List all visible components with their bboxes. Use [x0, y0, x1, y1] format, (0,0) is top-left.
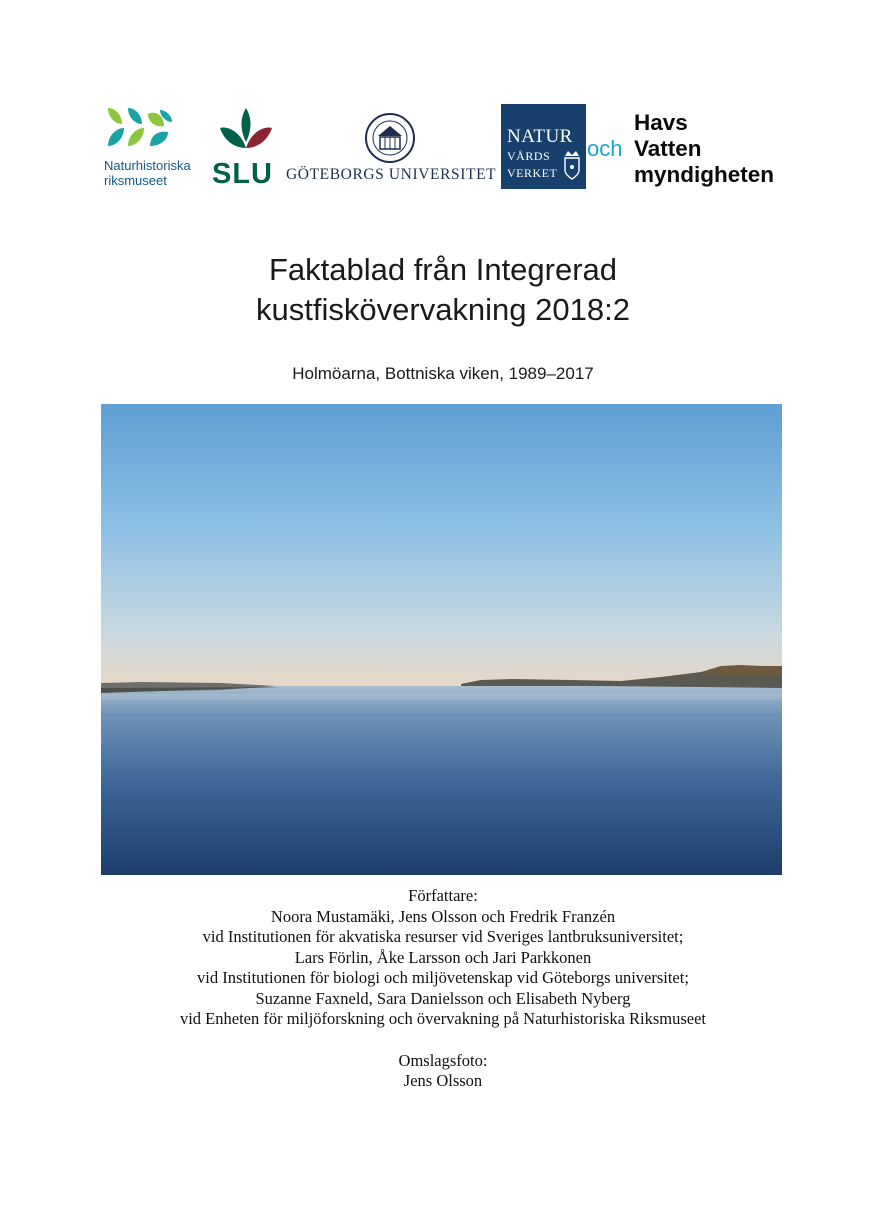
havs-och-vattenmyndigheten-logo: [587, 110, 787, 190]
cover-photo: [101, 404, 782, 875]
crown-shield-icon: [563, 150, 581, 180]
slu-leaf-icon: [218, 108, 274, 156]
nrm-leaf-icon: [106, 106, 176, 148]
naturvardsverket-logo: [501, 104, 586, 189]
slu-wordmark: SLU: [212, 158, 273, 190]
nv-line1: NATUR: [507, 126, 573, 147]
author-line: vid Institutionen för akvatiska resurser vid Sveriges lantbruksuniversitet;: [202, 927, 684, 946]
page-subtitle: Holmöarna, Bottniska viken, 1989–2017: [292, 364, 594, 383]
title-line1: Faktablad från Integrerad: [268, 252, 618, 287]
hav-line3: myndigheten: [634, 162, 775, 187]
authors-heading: Författare:: [408, 886, 478, 905]
title-line2: kustfiskövervakning 2018:2: [256, 292, 630, 327]
photo-credit-name: Jens Olsson: [403, 1071, 483, 1090]
credits-block: [0, 886, 886, 1092]
nrm-name-line2: riksmuseet: [104, 173, 167, 188]
author-line: vid Enheten för miljöforskning och övervakning på Naturhistoriska Riksmuseet: [179, 1009, 707, 1028]
university-seal-icon: [364, 112, 416, 164]
page-title: [0, 250, 886, 330]
nrm-name-line1: Naturhistoriska: [104, 158, 191, 173]
gu-wordmark: GÖTEBORGS UNIVERSITET: [286, 166, 497, 183]
hav-och: och: [587, 136, 623, 161]
hav-line1: Havs: [634, 110, 688, 135]
author-line: Lars Förlin, Åke Larsson och Jari Parkkonen: [294, 947, 592, 967]
photo-credit-heading: Omslagsfoto:: [398, 1050, 488, 1070]
hav-line2: Vatten: [634, 136, 702, 161]
author-line: vid Institutionen för biologi och miljövetenskap vid Göteborgs universitet;: [197, 968, 689, 987]
nv-line2: VÅRDS: [507, 149, 551, 163]
author-line: Suzanne Faxneld, Sara Danielsson och Elisabeth Nyberg: [255, 988, 631, 1008]
author-line: Noora Mustamäki, Jens Olsson och Fredrik Franzén: [270, 906, 616, 926]
slu-logo: [206, 108, 286, 190]
naturhistoriska-riksmuseet-logo: [104, 106, 204, 188]
goteborgs-universitet-logo: [286, 100, 498, 190]
nv-line3: VERKET: [507, 166, 558, 180]
logo-bar: [0, 100, 886, 195]
